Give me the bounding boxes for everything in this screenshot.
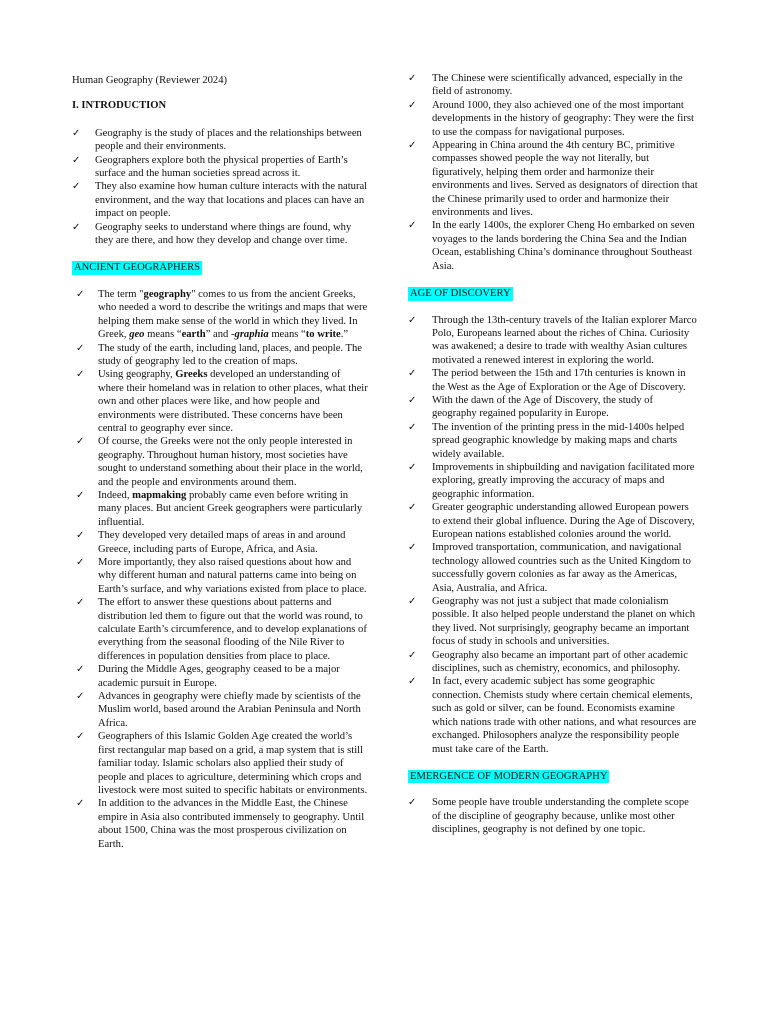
list-item-text: Using geography, Greeks developed an understanding of where their homeland was in relation to other places, what their own and other places were like, and how people and environments were distributed. These concerns have been central to geography ever since.	[98, 369, 368, 434]
section-heading-modern-geography: EMERGENCE OF MODERN GEOGRAPHY	[410, 770, 608, 782]
document-title: Human Geography (Reviewer 2024)	[72, 75, 228, 86]
list-item	[408, 394, 698, 421]
list-item	[408, 139, 698, 219]
list-item-text: Through the 13th-century travels of the Italian explorer Marco Polo, Europeans learned about the riches of China. Curiosity was awakened; a desire to trade with wealthy Asian cultures motivated a renewed interest in exploring the world.	[432, 314, 697, 366]
checkmark-icon: ✓	[76, 369, 85, 381]
ancient-geographers-continued-list	[408, 72, 698, 273]
list-item	[72, 127, 368, 154]
list-item	[72, 797, 368, 851]
list-item	[72, 529, 368, 556]
list-item-text: Of course, the Greeks were not the only people interested in geography. Throughout human history, most societies have sought to understand something about their place in the world, and the people and environments around them.	[98, 436, 363, 488]
checkmark-icon: ✓	[408, 220, 417, 232]
list-item-text: During the Middle Ages, geography ceased to be a major academic pursuit in Europe.	[98, 664, 340, 689]
checkmark-icon: ✓	[408, 797, 417, 809]
list-item	[408, 421, 698, 461]
checkmark-icon: ✓	[408, 461, 417, 473]
list-item-text: Geographers explore both the physical properties of Earth’s surface and the human societies spread across it.	[95, 154, 348, 180]
list-item-text: Improvements in shipbuilding and navigation facilitated more exploring, greatly improving the accuracy of maps and geographic information.	[432, 461, 695, 500]
list-item	[408, 367, 698, 394]
list-item-text: Greater geographic understanding allowed European powers to extend their global influence. During the Age of Discovery, European nations established colonies around the world.	[432, 502, 695, 540]
checkmark-icon: ✓	[408, 99, 417, 111]
checkmark-icon: ✓	[72, 127, 81, 139]
checkmark-icon: ✓	[408, 394, 417, 406]
list-item-text: More importantly, they also raised questions about how and why different human and natural patterns came into being on Earth’s surface, and why variations existed from place to place.	[98, 557, 367, 595]
section-heading-ancient-geographers: ANCIENT GEOGRAPHERS	[74, 262, 201, 274]
checkmark-icon: ✓	[408, 676, 417, 688]
list-item	[72, 730, 368, 797]
list-item	[72, 288, 368, 342]
list-item	[72, 180, 368, 220]
list-item	[72, 690, 368, 730]
checkmark-icon: ✓	[76, 288, 85, 300]
checkmark-icon: ✓	[76, 664, 85, 676]
list-item-text: Geography also became an important part of other academic disciplines, such as chemistry, economics, and philosophy.	[432, 649, 688, 675]
ancient-geographers-list	[72, 288, 368, 851]
list-item-text: The invention of the printing press in the mid-1400s helped spread geographic knowledge by making maps and charts widely available.	[432, 421, 685, 460]
list-item-text: The study of the earth, including land, places, and people. The study of geography led to the creation of maps.	[98, 342, 362, 367]
list-item	[408, 796, 698, 836]
section-heading-age-of-discovery: AGE OF DISCOVERY	[410, 288, 511, 300]
list-item	[72, 221, 368, 248]
list-item-text: Geography is the study of places and the relationships between people and their environments.	[95, 127, 362, 153]
list-item-text: With the dawn of the Age of Discovery, the study of geography regained popularity in Europe.	[432, 394, 654, 420]
checkmark-icon: ✓	[72, 154, 81, 166]
checkmark-icon: ✓	[76, 489, 85, 501]
list-item	[408, 649, 698, 676]
checkmark-icon: ✓	[408, 368, 417, 380]
list-item	[72, 368, 368, 435]
list-item	[72, 489, 368, 529]
list-item	[408, 461, 698, 501]
list-item-text: The period between the 15th and 17th centuries is known in the West as the Age of Exploration or the Age of Discovery.	[432, 368, 686, 393]
checkmark-icon: ✓	[408, 73, 417, 84]
list-item-text: The term "geography" comes to us from the ancient Greeks, who needed a word to describe the writings and maps that were helping them make sense of the world in which they lived. In Greek, geo means “earth” and -graphia means “to write.”	[98, 288, 368, 341]
list-item	[72, 154, 368, 181]
list-item	[408, 72, 698, 99]
list-item	[408, 501, 698, 541]
right-column	[408, 72, 698, 851]
list-item-text: Indeed, mapmaking probably came even before writing in many places. But ancient Greek geographers were particularly influential.	[98, 489, 363, 528]
list-item-text: Advances in geography were chiefly made by scientists of the Muslim world, based around the Arabian Peninsula and North Africa.	[98, 691, 361, 729]
checkmark-icon: ✓	[76, 798, 85, 810]
list-item	[72, 596, 368, 663]
list-item-text: In the early 1400s, the explorer Cheng Ho embarked on seven voyages to the lands bordering the China Sea and the Indian Ocean, establishing China’s dominance throughout Southeast Asia.	[432, 220, 695, 272]
list-item	[72, 435, 368, 489]
checkmark-icon: ✓	[76, 436, 85, 448]
list-item	[408, 314, 698, 368]
checkmark-icon: ✓	[76, 557, 85, 568]
list-item	[408, 99, 698, 139]
age-of-discovery-list	[408, 314, 698, 756]
checkmark-icon: ✓	[408, 421, 417, 433]
list-item	[408, 541, 698, 595]
checkmark-icon: ✓	[408, 502, 417, 514]
checkmark-icon: ✓	[72, 181, 81, 193]
list-item	[72, 556, 368, 596]
list-item-text: Improved transportation, communication, and navigational technology allowed countries such as the United Kingdom to successfully govern colonies as far away as the Americas, Asia, Australia, and Africa.	[432, 542, 691, 594]
checkmark-icon: ✓	[76, 731, 85, 743]
list-item-text: The Chinese were scientifically advanced, especially in the field of astronomy.	[432, 73, 683, 98]
list-item	[72, 663, 368, 690]
checkmark-icon: ✓	[72, 221, 81, 233]
checkmark-icon: ✓	[76, 691, 85, 703]
list-item-text: Around 1000, they also achieved one of the most important developments in the history of geography: They were the first to use the compass for navigational purposes.	[432, 99, 694, 138]
list-item-text: Geography was not just a subject that made colonialism possible. It also helped people understand the planet on which they lived. Not surprisingly, geography became an important focus of study in schools and universities.	[432, 596, 696, 648]
introduction-list	[72, 127, 368, 248]
checkmark-icon: ✓	[76, 530, 85, 542]
checkmark-icon: ✓	[76, 597, 85, 609]
checkmark-icon: ✓	[408, 140, 417, 152]
list-item	[408, 595, 698, 649]
checkmark-icon: ✓	[76, 342, 85, 354]
checkmark-icon: ✓	[408, 314, 417, 326]
list-item-text: The effort to answer these questions about patterns and distribution led them to figure out that the world was round, to calculate Earth’s circumference, and to develop explanations of everything from the seasonal flooding of the Nile River to differences in population densities from place to place.	[98, 597, 367, 662]
section-heading-introduction: I. INTRODUCTION	[72, 100, 167, 112]
checkmark-icon: ✓	[408, 596, 417, 608]
list-item-text: Some people have trouble understanding the complete scope of the discipline of geography because, unlike most other disciplines, geography is not defined by one topic.	[432, 797, 689, 836]
list-item-text: Geographers of this Islamic Golden Age created the world’s first rectangular map based on a grid, a map system that is still familiar today. Islamic scholars also applied their study of people and places to agriculture, determining which crops and livestock were most suited to specific habitats or environments.	[98, 731, 368, 796]
checkmark-icon: ✓	[408, 649, 417, 661]
modern-geography-list	[408, 796, 698, 836]
checkmark-icon: ✓	[408, 542, 417, 554]
list-item	[72, 342, 368, 369]
left-column	[72, 72, 368, 865]
list-item-text: They also examine how human culture interacts with the natural environment, and the way that locations and places can have an impact on people.	[95, 181, 368, 220]
list-item-text: In fact, every academic subject has some geographic connection. Chemists study where certain chemical elements, such as gold or silver, can be found. Economists examine which nations trade with other nations, and what resources are exchanged. Philosophers analyze the responsibility people must take care of the Earth.	[432, 676, 697, 755]
list-item-text: They developed very detailed maps of areas in and around Greece, including parts of Europe, Africa, and Asia.	[98, 530, 346, 555]
list-item-text: Appearing in China around the 4th century BC, primitive compasses showed people the way not literally, but figuratively, helping them order and harmonize their environments and lives. Served as designators of direction that the Chinese primarily used to order and harmonize their environments and lives.	[432, 140, 698, 219]
list-item-text: In addition to the advances in the Middle East, the Chinese empire in Asia also contributed immensely to geography. Until about 1500, China was the most prosperous civilization on Earth.	[98, 798, 365, 850]
list-item	[408, 219, 698, 273]
list-item	[408, 675, 698, 755]
list-item-text: Geography seeks to understand where things are found, why they are there, and how they develop and change over time.	[95, 221, 352, 247]
